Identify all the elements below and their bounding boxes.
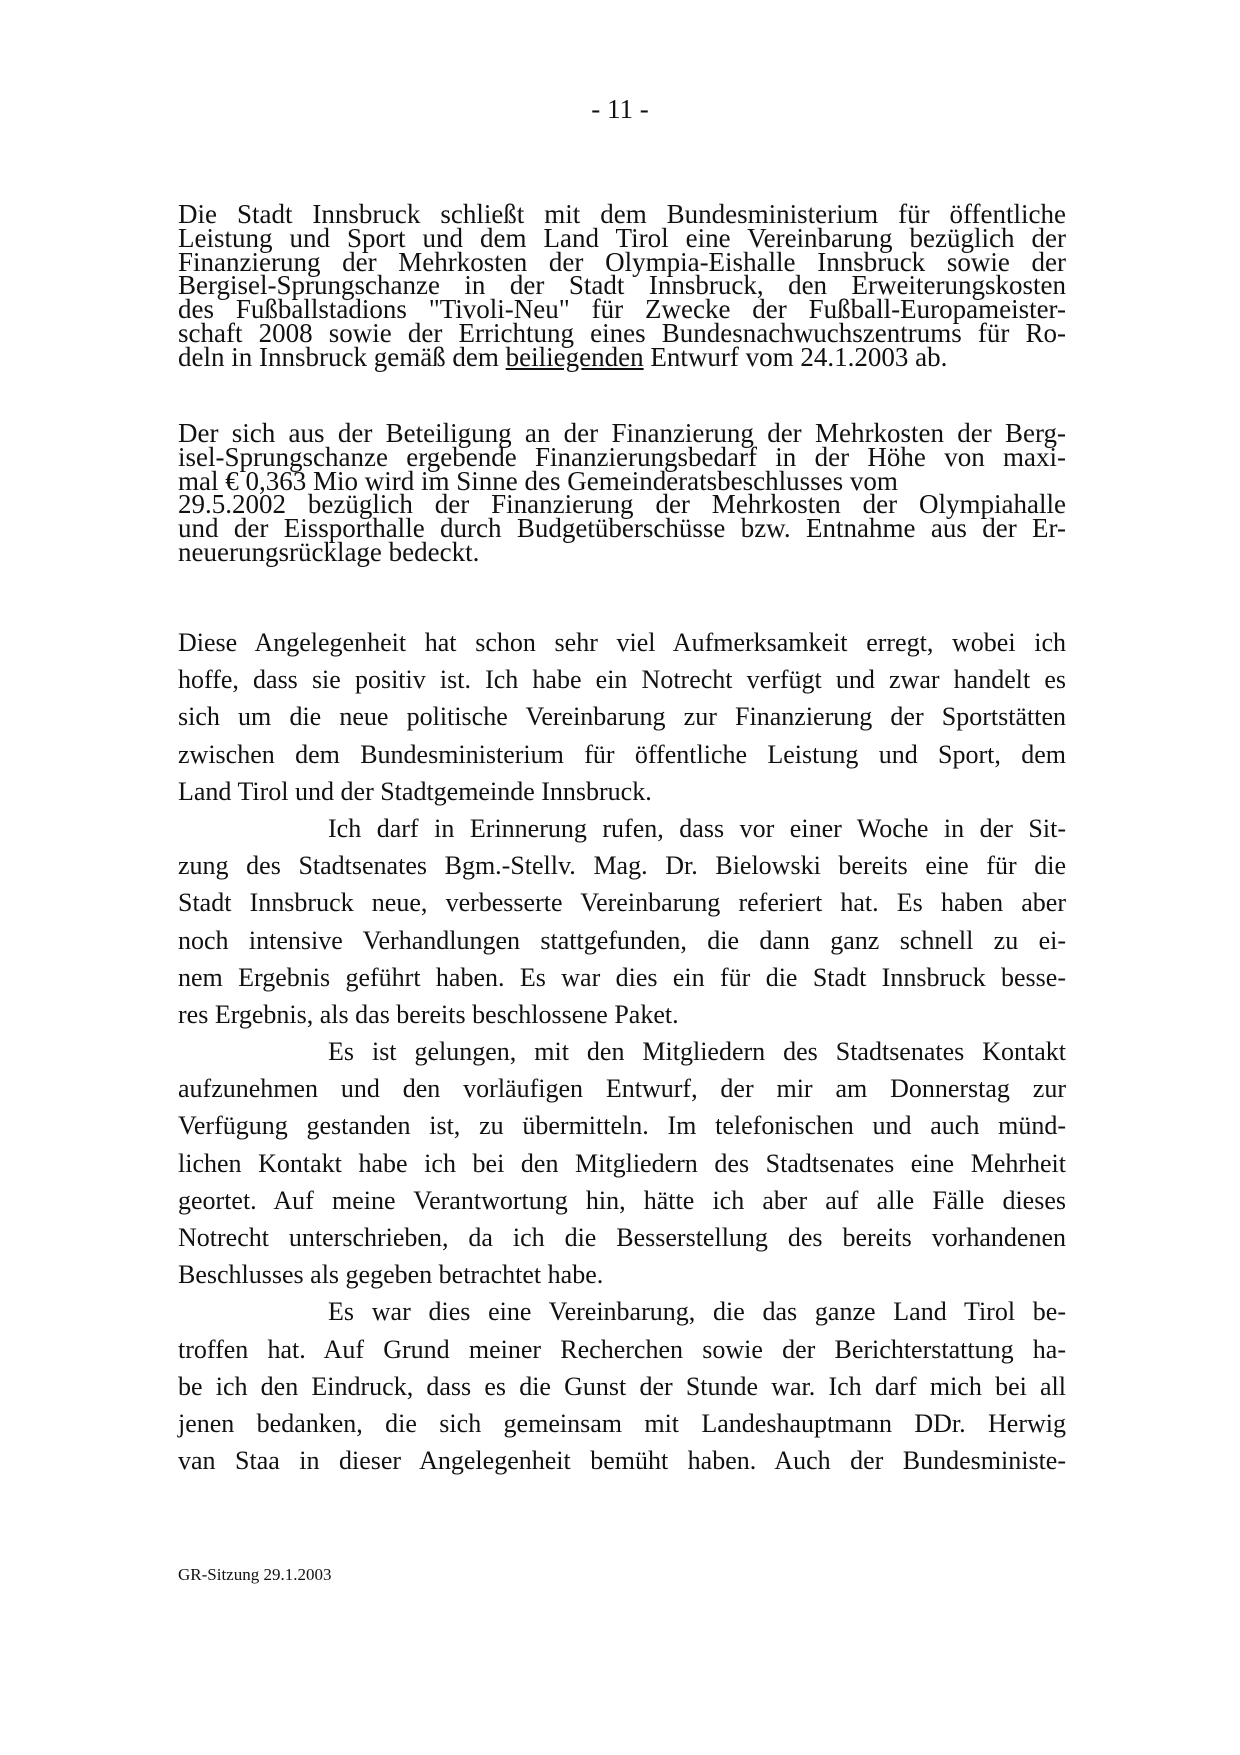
text-line: geortet. Auf meine Verantwortung hin, hätte ich aber auf alle Fälle dieses — [178, 1185, 1066, 1215]
resolution-paragraph-2 — [178, 418, 1066, 567]
text-line: lichen Kontakt habe ich bei den Mitgliedern des Stadtsenates eine Mehrheit — [178, 1148, 1066, 1178]
text-line: hoffe, dass sie positiv ist. Ich habe ein Notrecht verfügt und zwar handelt es — [178, 665, 1066, 695]
resolution-paragraph-1 — [178, 199, 1066, 372]
text-line: Ich darf in Erinnerung rufen, dass vor einer Woche in der Sit- — [328, 813, 1066, 843]
text-line: Der sich aus der Beteiligung an der Finanzierung der Mehrkosten der Berg- — [178, 418, 1066, 448]
text-line: van Staa in dieser Angelegenheit bemüht haben. Auch der Bundesministe- — [178, 1446, 1066, 1476]
text-line: aufzunehmen und den vorläufigen Entwurf, der mir am Donnerstag zur — [178, 1074, 1066, 1104]
page-footer: GR-Sitzung 29.1.2003 — [178, 1565, 332, 1584]
text-line: mal € 0,363 Mio wird im Sinne des Gemeinderatsbeschlusses vom — [178, 465, 898, 496]
text-line: zung des Stadtsenates Bgm.-Stellv. Mag. Dr. Bielowski bereits eine für die — [178, 851, 1066, 881]
text-line: Stadt Innsbruck neue, verbesserte Vereinbarung referiert hat. Es haben aber — [178, 888, 1066, 918]
speech-paragraph-2 — [178, 810, 1066, 1033]
text-line: Leistung und Sport und dem Land Tirol eine Vereinbarung bezüglich der — [178, 222, 1066, 253]
text-line: Bergisel-Sprungschanze in der Stadt Innsbruck, den Erweiterungskosten — [178, 270, 1066, 301]
speech-text — [178, 624, 1066, 1479]
text-line: Verfügung gestanden ist, zu übermitteln. Im telefonischen und auch münd- — [178, 1111, 1066, 1141]
text-line: Finanzierung der Mehrkosten der Olympia-Eishalle Innsbruck sowie der — [178, 246, 1066, 277]
text-line: jenen bedanken, die sich gemeinsam mit Landeshauptmann DDr. Herwig — [178, 1408, 1066, 1438]
text-line: isel-Sprungschanze ergebende Finanzierungsbedarf in der Höhe von maxi- — [178, 441, 1066, 472]
text-line: Notrecht unterschrieben, da ich die Besserstellung des bereits vorhandenen — [178, 1223, 1066, 1252]
text-line: des Fußballstadions "Tivoli-Neu" für Zwecke der Fußball-Europameister- — [178, 294, 1066, 324]
text-line: und der Eissporthalle durch Budgetüberschüsse bzw. Entnahme aus der Er- — [178, 513, 1066, 543]
text-line: Es war dies eine Vereinbarung, die das ganze Land Tirol be- — [328, 1297, 1066, 1327]
text-line: Es ist gelungen, mit den Mitgliedern des Stadtsenates Kontakt — [328, 1037, 1066, 1067]
text-line: res Ergebnis, als das bereits beschlossene Paket. — [178, 999, 679, 1029]
text-line: Land Tirol und der Stadtgemeinde Innsbruck. — [178, 776, 652, 806]
text-line: zwischen dem Bundesministerium für öffentliche Leistung und Sport, dem — [178, 739, 1066, 769]
text-line: 29.5.2002 bezüglich der Finanzierung der Mehrkosten der Olympiahalle — [178, 489, 1066, 520]
text-line: Beschlusses als gegeben betrachtet habe. — [178, 1260, 604, 1290]
underlined-word: beiliegenden — [505, 341, 644, 372]
text-line: nem Ergebnis geführt haben. Es war dies ein für die Stadt Innsbruck besse- — [178, 962, 1066, 992]
text-line: Diese Angelegenheit hat schon sehr viel Aufmerksamkeit erregt, wobei ich — [178, 628, 1066, 657]
speech-paragraph-3 — [178, 1033, 1066, 1293]
text-line: sich um die neue politische Vereinbarung zur Finanzierung der Sportstätten — [178, 702, 1066, 732]
text-line: schaft 2008 sowie der Errichtung eines Bundesnachwuchszentrums für Ro- — [178, 317, 1066, 348]
text-line — [178, 341, 1066, 372]
text-run: Entwurf vom 24.1.2003 ab. — [643, 341, 948, 372]
text-run: deln in Innsbruck gemäß dem — [178, 341, 506, 372]
text-line: Die Stadt Innsbruck schließt mit dem Bundesministerium für öffentliche — [178, 199, 1066, 229]
page-number: - 11 - — [591, 94, 649, 124]
text-line: noch intensive Verhandlungen stattgefunden, die dann ganz schnell zu ei- — [178, 925, 1066, 955]
speech-paragraph-4 — [178, 1293, 1066, 1479]
text-line: neuerungsrücklage bedeckt. — [178, 536, 480, 567]
text-line: troffen hat. Auf Grund meiner Recherchen sowie der Berichterstattung ha- — [178, 1334, 1066, 1364]
speech-paragraph-1 — [178, 624, 1066, 810]
text-line: be ich den Eindruck, dass es die Gunst der Stunde war. Ich darf mich bei all — [178, 1371, 1066, 1401]
